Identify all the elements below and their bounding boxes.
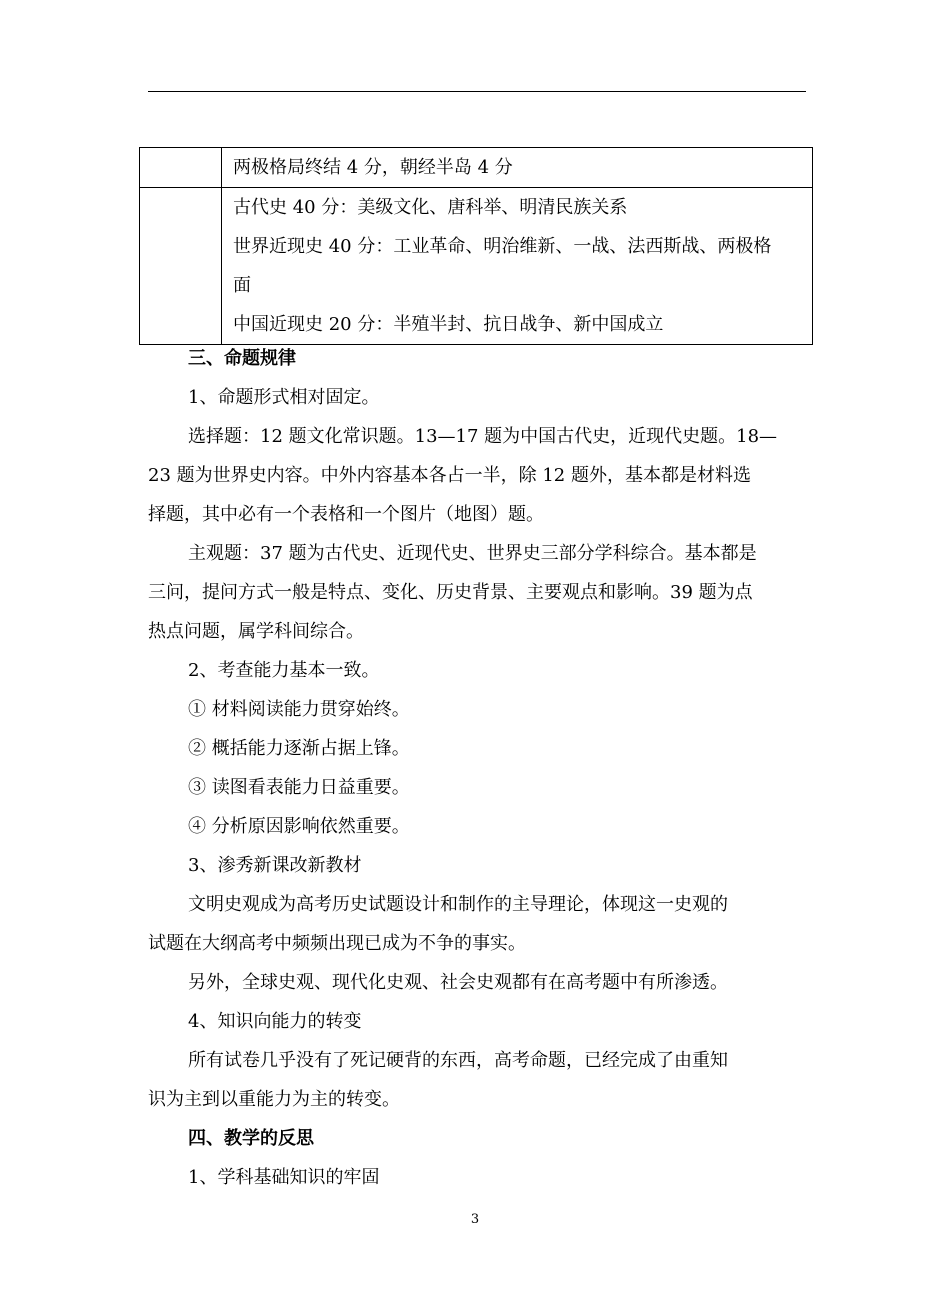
table-cell: [222, 188, 813, 345]
body-line: 23 题为世界史内容。中外内容基本各占一半，除 12 题外，基本都是材料选: [148, 465, 751, 486]
table-empty-cell: [140, 148, 222, 188]
table-cell-text: 两极格局终结 4 分，朝经半岛 4 分: [233, 157, 513, 178]
body-line: 1、命题形式相对固定。: [188, 387, 380, 408]
table-cell-text: 世界近现史 40 分：工业革命、明治维新、一战、法西斯战、两极格: [233, 236, 772, 257]
exam-content-table: [139, 147, 813, 345]
body-line: 主观题：37 题为古代史、近现代史、世界史三部分学科综合。基本都是: [188, 543, 757, 564]
body-line: 所有试卷几乎没有了死记硬背的东西，高考命题，已经完成了由重知: [188, 1050, 728, 1071]
table-row: [140, 148, 813, 188]
body-line: 热点问题，属学科间综合。: [148, 621, 364, 642]
table-cell-text: 中国近现史 20 分：半殖半封、抗日战争、新中国成立: [233, 314, 664, 335]
header-rule: [148, 91, 806, 92]
body-line: 3、渗秀新课改新教材: [188, 855, 362, 876]
body-line: ③ 读图看表能力日益重要。: [188, 777, 410, 798]
body-line: 试题在大纲高考中频频出现已成为不争的事实。: [148, 933, 526, 954]
section-heading: 三、命题规律: [188, 348, 296, 369]
body-line: 选择题：12 题文化常识题。13—17 题为中国古代史，近现代史题。18—: [188, 426, 778, 447]
body-text: [148, 339, 808, 1197]
page-number: 3: [470, 1212, 480, 1227]
table-row: [140, 188, 813, 345]
body-line: ① 材料阅读能力贯穿始终。: [188, 699, 410, 720]
body-line: 文明史观成为高考历史试题设计和制作的主导理论，体现这一史观的: [188, 894, 728, 915]
section-heading: 四、教学的反思: [188, 1128, 314, 1149]
table-cell: [222, 148, 813, 188]
body-line: 1、学科基础知识的牢固: [188, 1167, 380, 1188]
body-line: 另外，全球史观、现代化史观、社会史观都有在高考题中有所渗透。: [188, 972, 728, 993]
body-line: ④ 分析原因影响依然重要。: [188, 816, 410, 837]
table-cell-text: 面: [233, 275, 251, 296]
body-line: 识为主到以重能力为主的转变。: [148, 1089, 400, 1110]
body-line: 2、考查能力基本一致。: [188, 660, 380, 681]
table-cell-text: 古代史 40 分：美级文化、唐科举、明清民族关系: [233, 197, 628, 218]
body-line: ② 概括能力逐渐占据上锋。: [188, 738, 410, 759]
body-line: 4、知识向能力的转变: [188, 1011, 362, 1032]
body-line: 三问，提问方式一般是特点、变化、历史背景、主要观点和影响。39 题为点: [148, 582, 753, 603]
body-line: 择题，其中必有一个表格和一个图片（地图）题。: [148, 504, 544, 525]
table-empty-cell: [140, 188, 222, 345]
